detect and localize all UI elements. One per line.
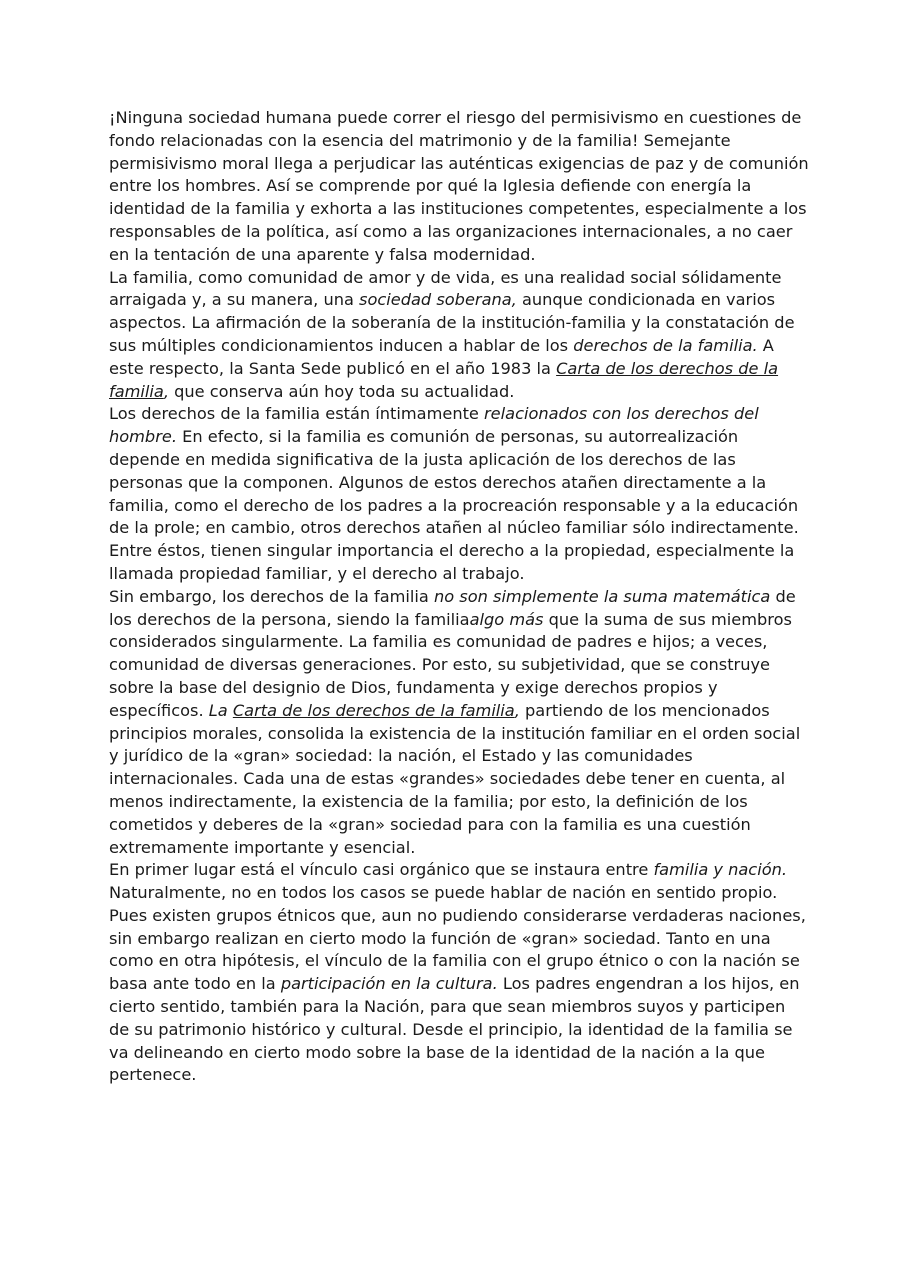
emphasis-text: relacionados con los derechos del hombre. (109, 404, 759, 447)
document-body (109, 107, 809, 1087)
text-run: que la suma de sus miembros considerados singularmente. La familia es comunidad de padres e hijos; a veces, comunidad de diversas generaciones. Por esto, su subjetividad, que se construye sobre la base del designio de Dios, fundamenta y exige derechos propios y específicos. (109, 609, 792, 720)
text-run: partiendo de los mencionados principios morales, consolida la existencia de la institución familiar en el orden social y jurídico de la «gran» sociedad: la nación, el Estado y las comunidades internacionales. Cada una de estas «grandes» sociedades debe tener en cuenta, al menos indirectamente, la existencia de la familia; por esto, la definición de los cometidos y deberes de la «gran» sociedad para con la familia es una cuestión extremamente importante y esencial. (109, 700, 801, 857)
text-run: Los padres engendran a los hijos, en cierto sentido, también para la Nación, para que sean miembros suyos y participen de su patrimonio histórico y cultural. Desde el principio, la identidad de la familia se va delineando en cierto modo sobre la base de la identidad de la nación a la que pertenece. (109, 974, 800, 1085)
paragraph (109, 859, 809, 1087)
text-run: de los derechos de la persona, siendo la familia (109, 586, 796, 629)
paragraph (109, 107, 809, 267)
charter-link[interactable]: Carta de los derechos de la familia (109, 358, 779, 401)
emphasis-text: sociedad soberana, (359, 290, 517, 310)
paragraph (109, 586, 809, 860)
text-run: La familia, como comunidad de amor y de vida, es una realidad social sólidamente arraigada y, a su manera, una (109, 267, 782, 310)
emphasis-text: derechos de la familia. (573, 335, 758, 355)
text-run: Naturalmente, no en todos los casos se puede hablar de nación en sentido propio. Pues existen grupos étnicos que, aun no pudiendo considerarse verdaderas naciones, sin embargo realizan en cierto modo la función de «gran» sociedad. Tanto en una como en otra hipótesis, el vínculo de la familia con el grupo étnico o con la nación se basa ante todo en la (109, 883, 806, 994)
text-run: que conserva aún hoy toda su actualidad. (168, 381, 515, 401)
text-run: ¡Ninguna sociedad humana puede correr el riesgo del permisivismo en cuestiones de fondo relacionadas con la esencia del matrimonio y de la familia! Semejante permisivismo moral llega a perjudicar las auténticas exigencias de paz y de comunión entre los hombres. Así se comprende por qué la Iglesia defiende con energía la identidad de la familia y exhorta a las instituciones competentes, especialmente a los responsables de la política, así como a las organizaciones internacionales, a no caer en la tentación de una aparente y falsa modernidad. (109, 108, 809, 264)
emphasis-text: participación en la cultura. (280, 974, 498, 994)
text-run: A este respecto, la Santa Sede publicó en el año 1983 la (109, 335, 774, 378)
emphasis-text: familia y nación. (653, 860, 788, 880)
emphasis-text: no son simplemente la suma matemática (433, 586, 771, 606)
emphasis-text: , (163, 381, 169, 401)
charter-link[interactable]: Carta de los derechos de la familia (232, 700, 515, 720)
emphasis-text: La (208, 700, 233, 720)
text-run: Los derechos de la familia están íntimamente (109, 404, 485, 424)
paragraph (109, 267, 809, 404)
text-run: En primer lugar está el vínculo casi orgánico que se instaura entre (109, 860, 654, 880)
emphasis-text: , (514, 700, 520, 720)
paragraph (109, 403, 809, 585)
text-run: En efecto, si la familia es comunión de personas, su autorrealización depende en medida significativa de la justa aplicación de los derechos de las personas que la componen. Algunos de estos derechos atañen directamente a la familia, como el derecho de los padres a la procreación responsable y a la educación de la prole; en cambio, otros derechos atañen al núcleo familiar sólo indirectamente. Entre éstos, tienen singular importancia el derecho a la propiedad, especialmente la llamada propiedad familiar, y el derecho al trabajo. (109, 427, 799, 583)
emphasis-text: algo más (469, 609, 544, 629)
text-run: Sin embargo, los derechos de la familia (109, 586, 434, 606)
text-run: aunque condicionada en varios aspectos. La afirmación de la soberanía de la institución-familia y la constatación de sus múltiples condicionamientos inducen a hablar de los (109, 290, 795, 355)
